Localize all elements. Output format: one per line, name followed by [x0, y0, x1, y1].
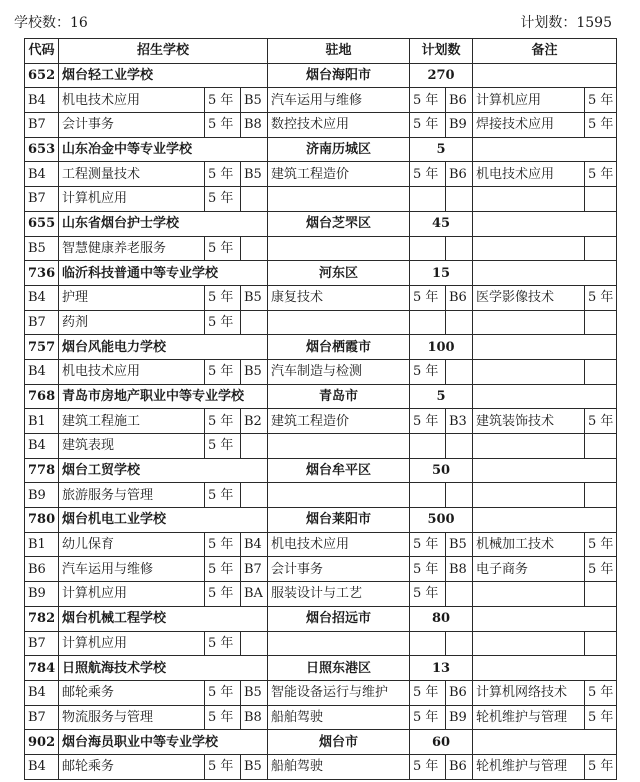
major-name [473, 310, 585, 335]
major-code: B6 [446, 754, 473, 779]
school-code: 757 [25, 335, 59, 360]
major-years: 5 年 [205, 582, 241, 607]
school-row [25, 730, 617, 755]
school-plan: 15 [410, 261, 473, 286]
major-name: 邮轮乘务 [59, 680, 205, 705]
major-name [473, 631, 585, 656]
major-name: 物流服务与管理 [59, 705, 205, 730]
major-code: B5 [241, 754, 268, 779]
major-years [585, 236, 617, 261]
school-location: 青岛市 [268, 384, 410, 409]
major-code: B4 [25, 162, 59, 187]
school-code: 784 [25, 656, 59, 681]
major-years: 5 年 [585, 557, 617, 582]
major-years: 5 年 [205, 285, 241, 310]
school-notes [473, 63, 617, 88]
school-code: 652 [25, 63, 59, 88]
school-name: 烟台工贸学校 [59, 458, 268, 483]
school-location: 烟台莱阳市 [268, 508, 410, 533]
major-name: 轮机维护与管理 [473, 705, 585, 730]
major-years [410, 434, 446, 459]
school-location: 烟台栖霞市 [268, 335, 410, 360]
school-plan: 100 [410, 335, 473, 360]
major-row [25, 187, 617, 212]
school-name: 烟台机电工业学校 [59, 508, 268, 533]
major-years [410, 310, 446, 335]
major-code: B4 [241, 532, 268, 557]
major-years: 5 年 [205, 483, 241, 508]
school-code: 782 [25, 606, 59, 631]
major-name: 旅游服务与管理 [59, 483, 205, 508]
major-name: 幼儿保育 [59, 532, 205, 557]
major-years [410, 631, 446, 656]
major-code: B4 [25, 680, 59, 705]
major-code: B6 [446, 88, 473, 113]
major-name [473, 187, 585, 212]
major-years: 5 年 [205, 754, 241, 779]
major-years [585, 359, 617, 384]
major-code: B9 [25, 483, 59, 508]
major-years: 5 年 [410, 532, 446, 557]
major-name [473, 236, 585, 261]
major-name: 机电技术应用 [473, 162, 585, 187]
major-name: 会计事务 [268, 557, 410, 582]
major-code: BA [241, 582, 268, 607]
major-row [25, 359, 617, 384]
major-code [446, 236, 473, 261]
major-name [268, 631, 410, 656]
major-years: 5 年 [205, 310, 241, 335]
major-code [446, 359, 473, 384]
school-name: 山东省烟台护士学校 [59, 211, 268, 236]
major-name: 机电技术应用 [268, 532, 410, 557]
school-notes [473, 508, 617, 533]
major-code: B1 [25, 409, 59, 434]
major-code: B7 [25, 310, 59, 335]
school-code: 778 [25, 458, 59, 483]
major-code: B9 [446, 113, 473, 138]
school-row [25, 63, 617, 88]
major-name: 药剂 [59, 310, 205, 335]
school-notes [473, 137, 617, 162]
major-code: B6 [446, 680, 473, 705]
major-years: 5 年 [410, 582, 446, 607]
admissions-table [24, 38, 617, 780]
major-code: B6 [25, 557, 59, 582]
school-plan: 5 [410, 137, 473, 162]
major-years: 5 年 [410, 162, 446, 187]
major-years [585, 582, 617, 607]
major-name: 邮轮乘务 [59, 754, 205, 779]
major-years: 5 年 [410, 113, 446, 138]
major-code: B8 [241, 113, 268, 138]
school-location: 烟台芝罘区 [268, 211, 410, 236]
school-notes [473, 656, 617, 681]
school-code: 780 [25, 508, 59, 533]
header-notes: 备注 [473, 39, 617, 64]
school-name: 青岛市房地产职业中等专业学校 [59, 384, 268, 409]
major-years [410, 236, 446, 261]
major-name: 会计事务 [59, 113, 205, 138]
major-code: B7 [241, 557, 268, 582]
major-name: 机电技术应用 [59, 359, 205, 384]
school-row [25, 508, 617, 533]
major-code: B5 [241, 680, 268, 705]
major-row [25, 285, 617, 310]
school-location: 烟台海阳市 [268, 63, 410, 88]
major-row [25, 310, 617, 335]
major-name [268, 310, 410, 335]
major-row [25, 631, 617, 656]
major-name [473, 359, 585, 384]
major-code: B5 [25, 236, 59, 261]
school-code: 736 [25, 261, 59, 286]
major-code: B7 [25, 631, 59, 656]
major-years [585, 483, 617, 508]
major-row [25, 113, 617, 138]
major-code: B7 [25, 187, 59, 212]
major-code: B7 [25, 705, 59, 730]
major-code [446, 582, 473, 607]
school-notes [473, 730, 617, 755]
major-years: 5 年 [410, 754, 446, 779]
major-code [241, 483, 268, 508]
major-years: 5 年 [205, 236, 241, 261]
major-name: 汽车运用与维修 [268, 88, 410, 113]
major-row [25, 754, 617, 779]
major-years: 5 年 [410, 88, 446, 113]
major-name: 智慧健康养老服务 [59, 236, 205, 261]
major-code: B4 [25, 88, 59, 113]
major-name: 机电技术应用 [59, 88, 205, 113]
school-name: 烟台机械工程学校 [59, 606, 268, 631]
major-name: 工程测量技术 [59, 162, 205, 187]
major-row [25, 483, 617, 508]
major-row [25, 582, 617, 607]
major-name: 智能设备运行与维护 [268, 680, 410, 705]
major-name: 电子商务 [473, 557, 585, 582]
school-plan: 5 [410, 384, 473, 409]
school-code: 902 [25, 730, 59, 755]
major-row [25, 705, 617, 730]
major-years: 5 年 [205, 187, 241, 212]
major-name [268, 483, 410, 508]
major-code [241, 631, 268, 656]
school-count: 学校数：16 [14, 15, 88, 31]
school-location: 烟台牟平区 [268, 458, 410, 483]
school-plan: 50 [410, 458, 473, 483]
major-years: 5 年 [585, 409, 617, 434]
major-code: B1 [25, 532, 59, 557]
table-header-row [25, 39, 617, 64]
major-years: 5 年 [410, 285, 446, 310]
major-name: 护理 [59, 285, 205, 310]
major-code: B6 [446, 162, 473, 187]
major-name [268, 434, 410, 459]
major-code: B5 [241, 285, 268, 310]
school-row [25, 261, 617, 286]
major-years: 5 年 [205, 705, 241, 730]
major-years: 5 年 [585, 705, 617, 730]
major-years: 5 年 [205, 113, 241, 138]
major-code: B5 [446, 532, 473, 557]
major-years [585, 631, 617, 656]
school-plan: 500 [410, 508, 473, 533]
major-years [410, 483, 446, 508]
school-name: 日照航海技术学校 [59, 656, 268, 681]
major-years [410, 187, 446, 212]
major-name [268, 236, 410, 261]
school-name: 烟台海员职业中等专业学校 [59, 730, 268, 755]
major-years: 5 年 [205, 409, 241, 434]
school-notes [473, 261, 617, 286]
major-code: B9 [25, 582, 59, 607]
major-years: 5 年 [585, 532, 617, 557]
major-row [25, 434, 617, 459]
major-code [241, 187, 268, 212]
major-code: B5 [241, 359, 268, 384]
school-name: 临沂科技普通中等专业学校 [59, 261, 268, 286]
school-code: 655 [25, 211, 59, 236]
major-name: 建筑表现 [59, 434, 205, 459]
major-name: 建筑工程造价 [268, 162, 410, 187]
major-code: B8 [446, 557, 473, 582]
school-row [25, 458, 617, 483]
major-years: 5 年 [410, 409, 446, 434]
major-row [25, 236, 617, 261]
major-name [473, 434, 585, 459]
school-row [25, 656, 617, 681]
major-code: B4 [25, 434, 59, 459]
major-years: 5 年 [585, 680, 617, 705]
major-row [25, 532, 617, 557]
major-years: 5 年 [585, 754, 617, 779]
major-name: 船舶驾驶 [268, 705, 410, 730]
school-name: 山东冶金中等专业学校 [59, 137, 268, 162]
major-code: B8 [241, 705, 268, 730]
school-location: 烟台招远市 [268, 606, 410, 631]
major-code: B7 [25, 113, 59, 138]
major-years: 5 年 [585, 113, 617, 138]
major-code: B9 [446, 705, 473, 730]
school-row [25, 137, 617, 162]
major-name: 康复技术 [268, 285, 410, 310]
school-plan: 80 [410, 606, 473, 631]
school-plan: 60 [410, 730, 473, 755]
school-row [25, 211, 617, 236]
major-name: 船舶驾驶 [268, 754, 410, 779]
major-code [446, 187, 473, 212]
school-code: 768 [25, 384, 59, 409]
major-row [25, 557, 617, 582]
school-code: 653 [25, 137, 59, 162]
school-notes [473, 458, 617, 483]
school-notes [473, 384, 617, 409]
major-code [241, 310, 268, 335]
major-years [585, 187, 617, 212]
major-name: 建筑装饰技术 [473, 409, 585, 434]
major-code: B2 [241, 409, 268, 434]
major-years: 5 年 [205, 680, 241, 705]
major-years: 5 年 [205, 359, 241, 384]
major-code [241, 434, 268, 459]
major-code [446, 310, 473, 335]
school-location: 日照东港区 [268, 656, 410, 681]
major-code: B4 [25, 754, 59, 779]
major-code: B5 [241, 162, 268, 187]
major-years [585, 434, 617, 459]
major-code [241, 236, 268, 261]
school-location: 烟台市 [268, 730, 410, 755]
major-years: 5 年 [205, 631, 241, 656]
school-plan: 270 [410, 63, 473, 88]
school-location: 河东区 [268, 261, 410, 286]
major-code: B4 [25, 285, 59, 310]
summary-bar [0, 0, 640, 40]
major-years: 5 年 [410, 557, 446, 582]
major-name: 机械加工技术 [473, 532, 585, 557]
major-code: B6 [446, 285, 473, 310]
major-name: 建筑工程施工 [59, 409, 205, 434]
major-name: 数控技术应用 [268, 113, 410, 138]
major-years: 5 年 [205, 557, 241, 582]
school-location: 济南历城区 [268, 137, 410, 162]
school-row [25, 606, 617, 631]
header-location: 驻地 [268, 39, 410, 64]
header-school: 招生学校 [59, 39, 268, 64]
school-notes [473, 606, 617, 631]
major-years: 5 年 [205, 162, 241, 187]
major-code [446, 631, 473, 656]
school-plan: 13 [410, 656, 473, 681]
major-name: 计算机应用 [59, 631, 205, 656]
school-notes [473, 335, 617, 360]
major-name: 服装设计与工艺 [268, 582, 410, 607]
major-name: 医学影像技术 [473, 285, 585, 310]
major-name: 轮机维护与管理 [473, 754, 585, 779]
major-years: 5 年 [205, 88, 241, 113]
major-name [473, 582, 585, 607]
major-name [473, 483, 585, 508]
major-years [585, 310, 617, 335]
major-row [25, 162, 617, 187]
major-years: 5 年 [205, 434, 241, 459]
major-name: 计算机应用 [59, 187, 205, 212]
major-row [25, 409, 617, 434]
major-name: 计算机网络技术 [473, 680, 585, 705]
major-years: 5 年 [410, 680, 446, 705]
school-name: 烟台风能电力学校 [59, 335, 268, 360]
major-years: 5 年 [410, 359, 446, 384]
major-years: 5 年 [585, 285, 617, 310]
major-name: 汽车制造与检测 [268, 359, 410, 384]
school-row [25, 335, 617, 360]
major-code [446, 483, 473, 508]
major-name: 焊接技术应用 [473, 113, 585, 138]
major-years: 5 年 [585, 162, 617, 187]
school-row [25, 384, 617, 409]
major-code [446, 434, 473, 459]
major-name: 汽车运用与维修 [59, 557, 205, 582]
header-code: 代码 [25, 39, 59, 64]
major-row [25, 88, 617, 113]
plan-count: 计划数：1595 [520, 15, 612, 31]
major-name: 建筑工程造价 [268, 409, 410, 434]
major-code: B5 [241, 88, 268, 113]
major-name: 计算机应用 [59, 582, 205, 607]
major-row [25, 680, 617, 705]
major-code: B4 [25, 359, 59, 384]
major-name: 计算机应用 [473, 88, 585, 113]
major-code: B3 [446, 409, 473, 434]
major-name [268, 187, 410, 212]
school-name: 烟台轻工业学校 [59, 63, 268, 88]
major-years: 5 年 [410, 705, 446, 730]
school-notes [473, 211, 617, 236]
major-years: 5 年 [205, 532, 241, 557]
major-years: 5 年 [585, 88, 617, 113]
school-plan: 45 [410, 211, 473, 236]
header-plan: 计划数 [410, 39, 473, 64]
